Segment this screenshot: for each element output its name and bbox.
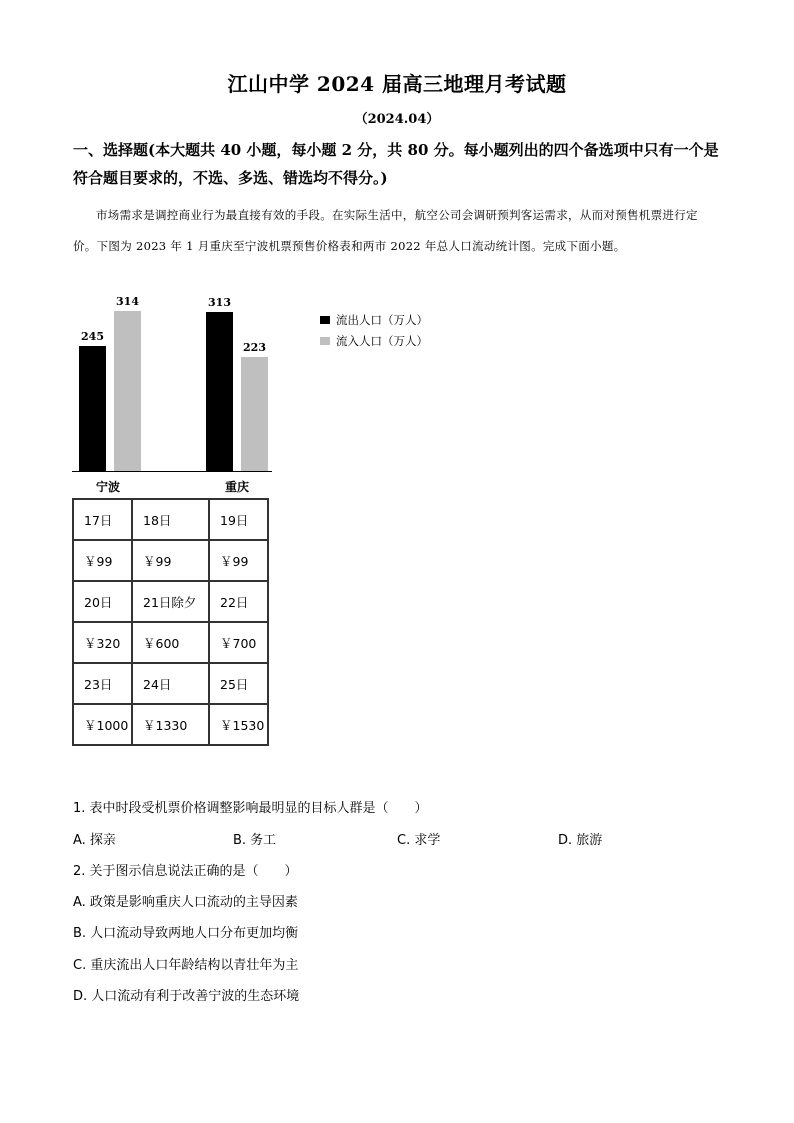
table-cell: 21日除夕 [132, 581, 209, 622]
bar-value-label: 313 [208, 295, 231, 309]
table-cell: ￥320 [73, 622, 132, 663]
table-cell: 25日 [209, 663, 268, 704]
table-row [73, 540, 268, 581]
chart-baseline [72, 471, 272, 472]
table-row [73, 663, 268, 704]
table-cell: 19日 [209, 499, 268, 540]
legend-label-outflow: 流出人口（万人） [336, 313, 428, 327]
table-cell: 20日 [73, 581, 132, 622]
table-row [73, 499, 268, 540]
question-2-option-d: D. 人口流动有利于改善宁波的生态环境 [73, 989, 300, 1004]
question-1-stem: 1. 表中时段受机票价格调整影响最明显的目标人群是（ ） [73, 801, 428, 816]
table-row [73, 622, 268, 663]
bar-value-label: 245 [81, 330, 104, 344]
question-1-option-c: C. 求学 [397, 833, 441, 848]
bar-inflow-1 [241, 357, 268, 471]
bar-value-label: 314 [116, 295, 139, 308]
table-cell: ￥1530 [209, 704, 268, 745]
page-title: 江山中学 2024 届高三地理月考试题 [227, 72, 567, 96]
table-cell: ￥99 [132, 540, 209, 581]
table-row [73, 581, 268, 622]
table-cell: ￥700 [209, 622, 268, 663]
category-label-chongqing: 重庆 [225, 480, 250, 494]
legend-swatch-inflow [320, 337, 330, 345]
table-cell: ￥1000 [73, 704, 132, 745]
bar-outflow-1 [206, 312, 233, 471]
legend-label-inflow: 流入人口（万人） [336, 334, 428, 348]
question-2-option-a: A. 政策是影响重庆人口流动的主导因素 [73, 895, 298, 910]
ticket-price-table [72, 498, 269, 746]
table-cell: 17日 [73, 499, 132, 540]
table-cell: 18日 [132, 499, 209, 540]
bar-inflow-0 [114, 311, 141, 471]
table-cell: 24日 [132, 663, 209, 704]
table-cell: ￥99 [73, 540, 132, 581]
question-1-option-d: D. 旅游 [558, 833, 603, 848]
exam-date: （2024.04） [354, 112, 440, 127]
section-heading: 一、选择题(本大题共 40 小题，每小题 2 分，共 80 分。每小题列出的四个备选项中只有一个是符合题目要求的，不选、多选、错选均不得分。) [73, 141, 719, 187]
question-2-option-b: B. 人口流动导致两地人口分布更加均衡 [73, 926, 299, 941]
bar-value-label: 223 [243, 341, 266, 355]
question-2-option-c: C. 重庆流出人口年龄结构以青壮年为主 [73, 958, 299, 973]
table-cell: 23日 [73, 663, 132, 704]
category-label-ningbo: 宁波 [96, 480, 121, 494]
table-cell: ￥99 [209, 540, 268, 581]
table-cell: 22日 [209, 581, 268, 622]
table-cell: ￥600 [132, 622, 209, 663]
table-cell: ￥1330 [132, 704, 209, 745]
intro-paragraph: 市场需求是调控商业行为最直接有效的手段。在实际生活中，航空公司会调研预判客运需求，从而对预售机票进行定价。下图为 2023 年 1 月重庆至宁波机票预售价格表和两市 2022 年总人口流动统计图。完成下面小题。 [73, 208, 698, 253]
table-row [73, 704, 268, 745]
question-1-option-b: B. 务工 [233, 833, 277, 848]
question-1-option-a: A. 探亲 [73, 833, 116, 848]
question-2-stem: 2. 关于图示信息说法正确的是（ ） [73, 864, 298, 879]
legend-item-outflow [320, 312, 428, 328]
legend-swatch-outflow [320, 316, 330, 324]
bar-outflow-0 [79, 346, 106, 471]
legend-item-inflow [320, 333, 428, 349]
